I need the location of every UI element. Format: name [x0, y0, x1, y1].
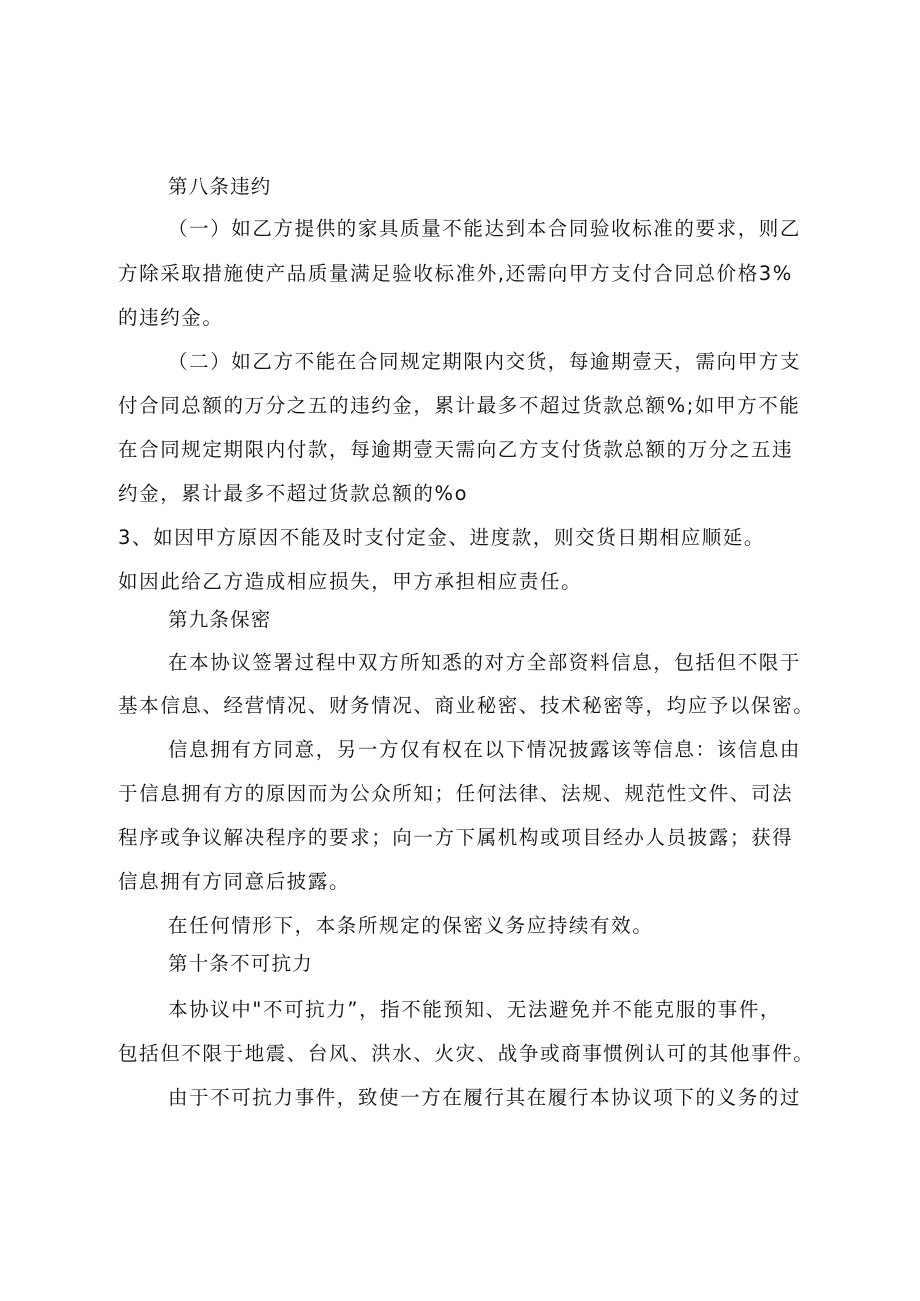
paragraph-line: 在合同规定期限内付款，每逾期壹天需向乙方支付货款总额的万分之五违	[118, 438, 794, 461]
paragraph-line: 如因此给乙方造成相应损失，甲方承担相应责任。	[118, 570, 583, 593]
paragraph-line: 于信息拥有方的原因而为公众所知；任何法律、法规、规范性文件、司法	[118, 782, 794, 805]
paragraph-line: 方除采取措施使产品质量满足验收标准外,还需向甲方支付合同总价格3%	[118, 262, 793, 285]
paragraph-line: 本协议中"不可抗力”，指不能预知、无法避免并不能克服的事件，	[168, 998, 782, 1021]
paragraph-line: 基本信息、经营情况、财务情况、商业秘密、技术秘密等，均应予以保密。	[118, 694, 815, 717]
paragraph-line: 在本协议签署过程中双方所知悉的对方全部资料信息，包括但不限于	[168, 651, 802, 674]
paragraph-line: （二）如乙方不能在合同规定期限内交货，每逾期壹天，需向甲方支	[168, 350, 802, 373]
paragraph-line: 的违约金。	[118, 306, 224, 329]
article-10-heading: 第十条不可抗力	[168, 952, 313, 975]
paragraph-line: 信息拥有方同意，另一方仅有权在以下情况披露该等信息：该信息由	[168, 738, 802, 761]
paragraph-line: （一）如乙方提供的家具质量不能达到本合同验收标准的要求，则乙	[168, 217, 802, 240]
article-8-heading: 第八条违约	[168, 175, 272, 198]
paragraph-line: 程序或争议解决程序的要求；向一方下属机构或项目经办人员披露；获得	[118, 826, 794, 849]
paragraph-line: 约金，累计最多不超过货款总额的%o	[118, 482, 469, 505]
paragraph-line: 付合同总额的万分之五的违约金，累计最多不超过货款总额%;如甲方不能	[118, 394, 801, 417]
article-9-heading: 第九条保密	[168, 608, 272, 631]
paragraph-line: 由于不可抗力事件，致使一方在履行其在履行本协议项下的义务的过	[168, 1086, 802, 1109]
paragraph-line: 在任何情形下，本条所规定的保密义务应持续有效。	[168, 914, 654, 937]
paragraph-line: 3、如因甲方原因不能及时支付定金、进度款，则交货日期相应顺延。	[118, 526, 766, 549]
paragraph-line: 信息拥有方同意后披露。	[118, 870, 351, 893]
paragraph-line: 包括但不限于地震、台风、洪水、火灾、战争或商事惯例认可的其他事件。	[118, 1042, 815, 1065]
